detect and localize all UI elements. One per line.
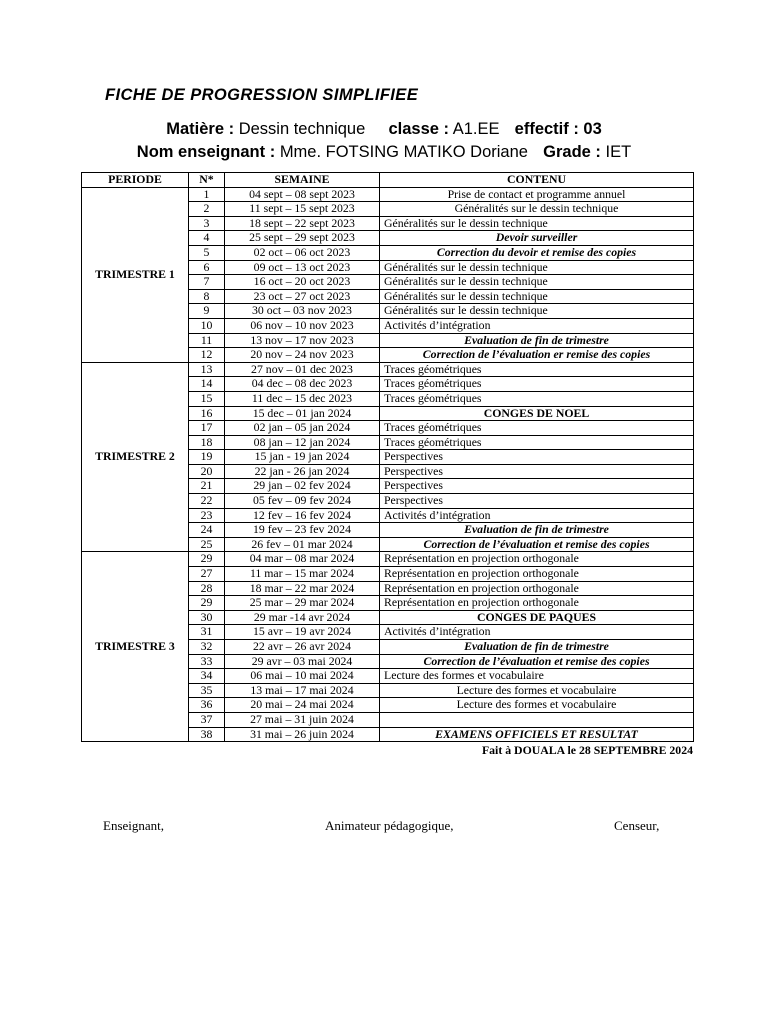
content-cell: Evaluation de fin de trimestre (380, 640, 694, 655)
period-cell: TRIMESTRE 1 (82, 187, 189, 362)
week-number-cell: 21 (189, 479, 225, 494)
week-number-cell: 14 (189, 377, 225, 392)
content-cell: Traces géométriques (380, 421, 694, 436)
week-number-cell: 18 (189, 435, 225, 450)
week-number-cell: 10 (189, 318, 225, 333)
content-cell: Représentation en projection orthogonale (380, 581, 694, 596)
week-number-cell: 9 (189, 304, 225, 319)
effectif-label: effectif : 03 (514, 120, 602, 138)
week-dates-cell: 29 avr – 03 mai 2024 (225, 654, 380, 669)
signature-enseignant: Enseignant, (103, 818, 165, 833)
content-cell: EXAMENS OFFICIELS ET RESULTAT (380, 727, 694, 742)
content-cell: Correction de l’évaluation et remise des copies (380, 654, 694, 669)
week-dates-cell: 29 jan – 02 fev 2024 (225, 479, 380, 494)
header-numero: N* (189, 173, 225, 188)
period-cell: TRIMESTRE 2 (82, 362, 189, 552)
matiere-value: Dessin technique (238, 120, 366, 138)
week-dates-cell: 16 oct – 20 oct 2023 (225, 275, 380, 290)
content-cell: Perspectives (380, 464, 694, 479)
week-dates-cell: 23 oct – 27 oct 2023 (225, 289, 380, 304)
content-cell: Généralités sur le dessin technique (380, 289, 694, 304)
week-dates-cell: 25 mar – 29 mar 2024 (225, 596, 380, 611)
content-cell: Correction du devoir et remise des copies (380, 245, 694, 260)
content-cell: Représentation en projection orthogonale (380, 552, 694, 567)
week-dates-cell: 15 dec – 01 jan 2024 (225, 406, 380, 421)
week-number-cell: 3 (189, 216, 225, 231)
week-number-cell: 30 (189, 610, 225, 625)
content-cell: Représentation en projection orthogonale (380, 596, 694, 611)
week-number-cell: 23 (189, 508, 225, 523)
week-number-cell: 1 (189, 187, 225, 202)
content-cell: Evaluation de fin de trimestre (380, 333, 694, 348)
subject-line (0, 120, 768, 139)
table-row (82, 362, 694, 377)
week-dates-cell: 29 mar -14 avr 2024 (225, 610, 380, 625)
content-cell: Lecture des formes et vocabulaire (380, 683, 694, 698)
content-cell: Activités d’intégration (380, 318, 694, 333)
week-number-cell: 25 (189, 537, 225, 552)
period-cell: TRIMESTRE 3 (82, 552, 189, 742)
week-dates-cell: 04 dec – 08 dec 2023 (225, 377, 380, 392)
content-cell: Traces géométriques (380, 435, 694, 450)
content-cell: Traces géométriques (380, 377, 694, 392)
content-cell: Activités d’intégration (380, 508, 694, 523)
content-cell: Généralités sur le dessin technique (380, 216, 694, 231)
content-cell: Activités d’intégration (380, 625, 694, 640)
content-cell: Correction de l’évaluation er remise des copies (380, 348, 694, 363)
week-number-cell: 29 (189, 552, 225, 567)
content-cell: Généralités sur le dessin technique (380, 260, 694, 275)
week-dates-cell: 15 jan - 19 jan 2024 (225, 450, 380, 465)
grade-label: Grade : (543, 143, 601, 161)
week-dates-cell: 25 sept – 29 sept 2023 (225, 231, 380, 246)
week-dates-cell: 06 nov – 10 nov 2023 (225, 318, 380, 333)
content-cell: Correction de l’évaluation et remise des copies (380, 537, 694, 552)
week-dates-cell: 20 nov – 24 nov 2023 (225, 348, 380, 363)
classe-value: A1.EE (452, 120, 500, 138)
table-row (82, 187, 694, 202)
week-dates-cell: 11 dec – 15 dec 2023 (225, 391, 380, 406)
week-number-cell: 37 (189, 712, 225, 727)
document-title: FICHE DE PROGRESSION SIMPLIFIEE (105, 86, 419, 104)
week-dates-cell: 20 mai – 24 mai 2024 (225, 698, 380, 713)
header-semaine: SEMAINE (225, 173, 380, 188)
teacher-line (0, 143, 768, 162)
week-number-cell: 13 (189, 362, 225, 377)
signature-censeur: Censeur, (614, 818, 660, 833)
progression-table (81, 172, 694, 742)
week-dates-cell: 13 nov – 17 nov 2023 (225, 333, 380, 348)
week-number-cell: 27 (189, 567, 225, 582)
week-number-cell: 6 (189, 260, 225, 275)
content-cell: Traces géométriques (380, 362, 694, 377)
week-dates-cell: 08 jan – 12 jan 2024 (225, 435, 380, 450)
grade-value: IET (605, 143, 632, 161)
signature-animateur: Animateur pédagogique, (325, 818, 454, 833)
week-number-cell: 36 (189, 698, 225, 713)
week-number-cell: 34 (189, 669, 225, 684)
content-cell: Perspectives (380, 494, 694, 509)
content-cell: Perspectives (380, 450, 694, 465)
week-dates-cell: 31 mai – 26 juin 2024 (225, 727, 380, 742)
enseignant-label: Nom enseignant : (136, 143, 276, 161)
week-number-cell: 5 (189, 245, 225, 260)
content-cell: Lecture des formes et vocabulaire (380, 698, 694, 713)
week-number-cell: 33 (189, 654, 225, 669)
header-periode: PERIODE (82, 173, 189, 188)
week-dates-cell: 22 jan - 26 jan 2024 (225, 464, 380, 479)
enseignant-value: Mme. FOTSING MATIKO Doriane (279, 143, 528, 161)
week-number-cell: 17 (189, 421, 225, 436)
week-dates-cell: 06 mai – 10 mai 2024 (225, 669, 380, 684)
week-number-cell: 15 (189, 391, 225, 406)
week-dates-cell: 11 sept – 15 sept 2023 (225, 202, 380, 217)
week-dates-cell: 15 avr – 19 avr 2024 (225, 625, 380, 640)
content-cell: Evaluation de fin de trimestre (380, 523, 694, 538)
week-dates-cell: 13 mai – 17 mai 2024 (225, 683, 380, 698)
content-cell: Devoir surveiller (380, 231, 694, 246)
week-number-cell: 22 (189, 494, 225, 509)
week-dates-cell: 26 fev – 01 mar 2024 (225, 537, 380, 552)
week-dates-cell: 09 oct – 13 oct 2023 (225, 260, 380, 275)
content-cell: CONGES DE NOEL (380, 406, 694, 421)
matiere-label: Matière : (166, 120, 235, 138)
week-dates-cell: 27 mai – 31 juin 2024 (225, 712, 380, 727)
week-dates-cell: 27 nov – 01 dec 2023 (225, 362, 380, 377)
week-dates-cell: 04 sept – 08 sept 2023 (225, 187, 380, 202)
week-number-cell: 20 (189, 464, 225, 479)
week-number-cell: 24 (189, 523, 225, 538)
content-cell: Généralités sur le dessin technique (380, 275, 694, 290)
content-cell: Lecture des formes et vocabulaire (380, 669, 694, 684)
header-contenu: CONTENU (380, 173, 694, 188)
week-number-cell: 29 (189, 596, 225, 611)
place-date: Fait à DOUALA le 28 SEPTEMBRE 2024 (481, 743, 693, 757)
week-number-cell: 4 (189, 231, 225, 246)
content-cell: Perspectives (380, 479, 694, 494)
week-dates-cell: 22 avr – 26 avr 2024 (225, 640, 380, 655)
classe-label: classe : (388, 120, 449, 138)
week-number-cell: 2 (189, 202, 225, 217)
week-dates-cell: 04 mar – 08 mar 2024 (225, 552, 380, 567)
week-dates-cell: 18 sept – 22 sept 2023 (225, 216, 380, 231)
week-number-cell: 35 (189, 683, 225, 698)
week-dates-cell: 02 jan – 05 jan 2024 (225, 421, 380, 436)
week-number-cell: 7 (189, 275, 225, 290)
content-cell: Généralités sur le dessin technique (380, 202, 694, 217)
week-number-cell: 31 (189, 625, 225, 640)
week-dates-cell: 30 oct – 03 nov 2023 (225, 304, 380, 319)
table-header-row (82, 173, 694, 188)
table-body (82, 187, 694, 742)
week-number-cell: 16 (189, 406, 225, 421)
content-cell: Représentation en projection orthogonale (380, 567, 694, 582)
week-number-cell: 32 (189, 640, 225, 655)
week-number-cell: 11 (189, 333, 225, 348)
week-number-cell: 28 (189, 581, 225, 596)
week-dates-cell: 11 mar – 15 mar 2024 (225, 567, 380, 582)
week-number-cell: 38 (189, 727, 225, 742)
content-cell: CONGES DE PAQUES (380, 610, 694, 625)
content-cell: Prise de contact et programme annuel (380, 187, 694, 202)
week-number-cell: 8 (189, 289, 225, 304)
table-row (82, 552, 694, 567)
content-cell: Traces géométriques (380, 391, 694, 406)
week-dates-cell: 12 fev – 16 fev 2024 (225, 508, 380, 523)
week-dates-cell: 05 fev – 09 fev 2024 (225, 494, 380, 509)
week-number-cell: 12 (189, 348, 225, 363)
week-dates-cell: 18 mar – 22 mar 2024 (225, 581, 380, 596)
week-dates-cell: 02 oct – 06 oct 2023 (225, 245, 380, 260)
content-cell (380, 712, 694, 727)
content-cell: Généralités sur le dessin technique (380, 304, 694, 319)
week-number-cell: 19 (189, 450, 225, 465)
week-dates-cell: 19 fev – 23 fev 2024 (225, 523, 380, 538)
